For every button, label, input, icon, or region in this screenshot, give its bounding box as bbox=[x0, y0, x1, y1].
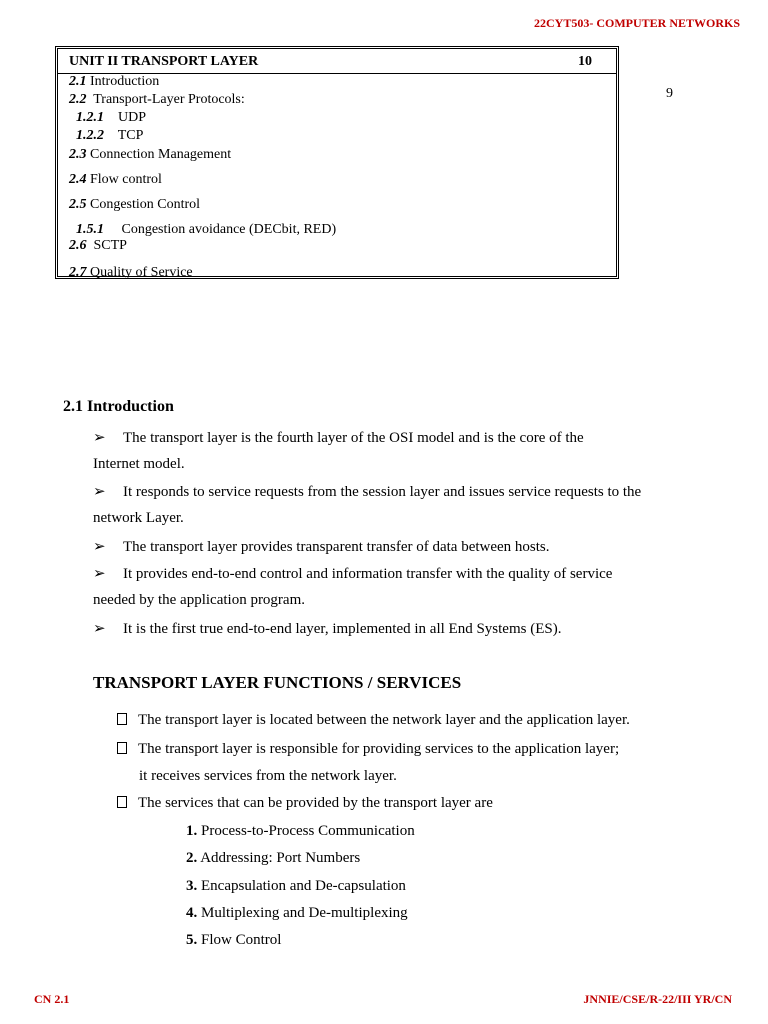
topic-2-1: 2.1 Introduction bbox=[69, 74, 160, 89]
service-list-item: 1. Process-to-Process Communication bbox=[186, 823, 415, 839]
topic-1-2-2: 1.2.2 TCP bbox=[76, 128, 144, 143]
arrow-bullet-icon: ➢ bbox=[93, 430, 106, 446]
service-list-item: 4. Multiplexing and De-multiplexing bbox=[186, 905, 408, 921]
intro-line-continuation: Internet model. bbox=[93, 456, 185, 472]
arrow-bullet-icon: ➢ bbox=[93, 621, 106, 637]
section-heading-services: TRANSPORT LAYER FUNCTIONS / SERVICES bbox=[93, 673, 462, 692]
service-list-item: 3. Encapsulation and De-capsulation bbox=[186, 878, 406, 894]
intro-bullet-3: ➢ The transport layer provides transparent transfer of data between hosts. bbox=[93, 539, 550, 555]
square-bullet-icon bbox=[117, 796, 127, 808]
topic-2-6: 2.6 SCTP bbox=[69, 238, 127, 253]
side-number: 9 bbox=[666, 86, 673, 101]
intro-line-continuation: network Layer. bbox=[93, 510, 184, 526]
intro-bullet-4: ➢ It provides end-to-end control and information transfer with the quality of service bbox=[93, 566, 613, 582]
unit-hours: 10 bbox=[578, 54, 592, 69]
service-list-item: 5. Flow Control bbox=[186, 932, 282, 948]
arrow-bullet-icon: ➢ bbox=[93, 539, 106, 555]
topic-2-7: 2.7 Quality of Service bbox=[69, 265, 193, 280]
unit-title: UNIT II TRANSPORT LAYER bbox=[69, 54, 259, 69]
intro-bullet-2: ➢ It responds to service requests from the session layer and issues service requests to the bbox=[93, 484, 642, 500]
topic-1-2-1: 1.2.1 UDP bbox=[76, 110, 147, 125]
syllabus-box bbox=[55, 46, 619, 279]
topic-2-2: 2.2 Transport-Layer Protocols: bbox=[69, 92, 245, 107]
topic-1-5-1: 1.5.1 Congestion avoidance (DECbit, RED) bbox=[76, 222, 337, 237]
services-bullet-1: The transport layer is located between the network layer and the application layer. bbox=[117, 712, 630, 729]
services-line-continuation: it receives services from the network layer. bbox=[139, 768, 397, 784]
section-heading-introduction: 2.1 Introduction bbox=[63, 398, 174, 415]
arrow-bullet-icon: ➢ bbox=[93, 484, 106, 500]
services-bullet-2: The transport layer is responsible for providing services to the application layer; bbox=[117, 741, 619, 758]
services-bullet-3: The services that can be provided by the transport layer are bbox=[117, 795, 493, 812]
topic-2-5: 2.5 Congestion Control bbox=[69, 197, 201, 212]
topic-2-4: 2.4 Flow control bbox=[69, 172, 162, 187]
footer-page-label: CN 2.1 bbox=[34, 992, 70, 1006]
arrow-bullet-icon: ➢ bbox=[93, 566, 106, 582]
header-title: 22CYT503- COMPUTER NETWORKS bbox=[533, 16, 740, 30]
intro-bullet-5: ➢ It is the first true end-to-end layer, implemented in all End Systems (ES). bbox=[93, 621, 562, 637]
service-list-item: 2. Addressing: Port Numbers bbox=[186, 850, 361, 866]
square-bullet-icon bbox=[117, 713, 127, 725]
intro-bullet-1: ➢ The transport layer is the fourth layer of the OSI model and is the core of the bbox=[93, 430, 584, 446]
footer-course-label: JNNIE/CSE/R-22/III YR/CN bbox=[583, 992, 732, 1006]
topic-2-3: 2.3 Connection Management bbox=[69, 147, 232, 162]
syllabus-header-row bbox=[58, 49, 616, 74]
intro-line-continuation: needed by the application program. bbox=[93, 592, 306, 608]
square-bullet-icon bbox=[117, 742, 127, 754]
